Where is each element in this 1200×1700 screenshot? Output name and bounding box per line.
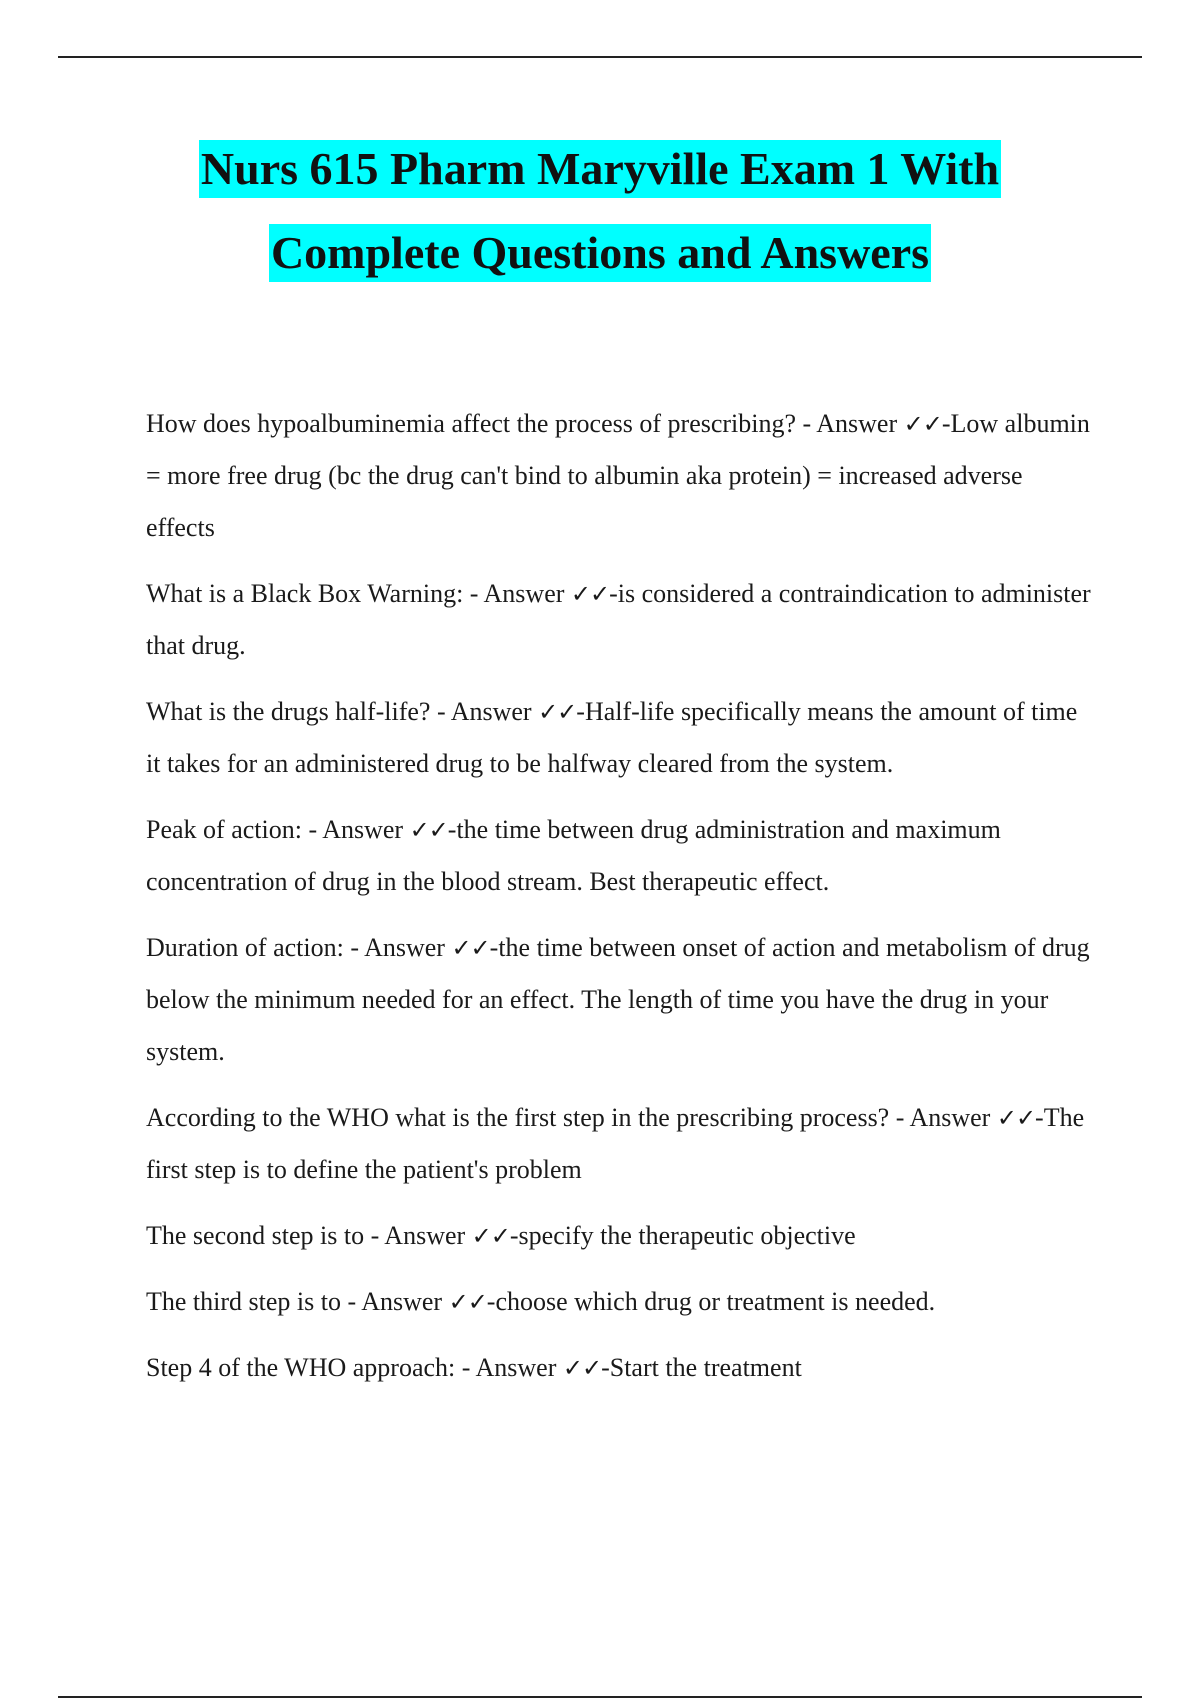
answer-label: Answer	[816, 409, 898, 438]
answer-label: Answer	[909, 1103, 991, 1132]
answer-text: -choose which drug or treatment is needed.	[486, 1287, 936, 1316]
qa-item	[146, 1210, 1096, 1262]
answer-text: -the time between drug administration and maximum concentration of drug in the blood stream. Best therapeutic effect.	[146, 815, 1001, 896]
document-title	[0, 140, 1200, 282]
question-text: The second step is to -	[146, 1221, 385, 1250]
question-text: Step 4 of the WHO approach: -	[146, 1353, 476, 1382]
answer-label: Answer	[483, 579, 565, 608]
answer-label: Answer	[322, 815, 404, 844]
qa-item	[146, 568, 1096, 672]
question-text: How does hypoalbuminemia affect the process of prescribing? -	[146, 409, 817, 438]
qa-item	[146, 398, 1096, 554]
qa-list	[146, 398, 1096, 1408]
question-text: According to the WHO what is the first step in the prescribing process? -	[146, 1103, 910, 1132]
qa-item	[146, 804, 1096, 908]
title-line-2: Complete Questions and Answers	[269, 224, 931, 282]
answer-label: Answer	[364, 933, 445, 962]
double-check-icon: ✓✓	[471, 1222, 510, 1250]
double-check-icon: ✓✓	[409, 816, 448, 844]
qa-item	[146, 1342, 1096, 1394]
double-check-icon: ✓✓	[538, 698, 577, 726]
answer-text: -is considered a contraindication to administer that drug.	[146, 579, 1091, 660]
question-text: The third step is to -	[146, 1287, 362, 1316]
question-text: What is the drugs half-life? -	[146, 697, 451, 726]
answer-text: -Start the treatment	[601, 1353, 802, 1382]
question-text: Duration of action: -	[146, 933, 365, 962]
double-check-icon: ✓✓	[903, 410, 942, 438]
question-text: What is a Black Box Warning: -	[146, 579, 484, 608]
answer-label: Answer	[450, 697, 532, 726]
answer-text: -The first step is to define the patient's problem	[146, 1103, 1085, 1184]
double-check-icon: ✓✓	[570, 580, 610, 608]
question-text: Peak of action: -	[146, 815, 323, 844]
qa-item	[146, 922, 1096, 1078]
answer-text: -Half-life specifically means the amount of time it takes for an administered drug to be halfway cleared from the system.	[146, 697, 1078, 778]
answer-label: Answer	[384, 1221, 466, 1250]
answer-label: Answer	[361, 1287, 443, 1316]
bottom-rule	[58, 1696, 1142, 1698]
title-line-1: Nurs 615 Pharm Maryville Exam 1 With	[199, 140, 1001, 198]
answer-text: -Low albumin = more free drug (bc the drug can't bind to albumin aka protein) = increased adverse effects	[146, 409, 1090, 542]
double-check-icon: ✓✓	[996, 1104, 1036, 1132]
double-check-icon: ✓✓	[448, 1288, 487, 1316]
qa-item	[146, 1092, 1096, 1196]
double-check-icon: ✓✓	[562, 1354, 602, 1382]
answer-label: Answer	[475, 1353, 557, 1382]
qa-item	[146, 1276, 1096, 1328]
top-rule	[58, 56, 1142, 58]
answer-text: -specify the therapeutic objective	[509, 1221, 856, 1250]
answer-text: -the time between onset of action and metabolism of drug below the minimum needed for an effect. The length of time you have the drug in your system.	[146, 933, 1090, 1066]
double-check-icon: ✓✓	[451, 934, 490, 962]
qa-item	[146, 686, 1096, 790]
